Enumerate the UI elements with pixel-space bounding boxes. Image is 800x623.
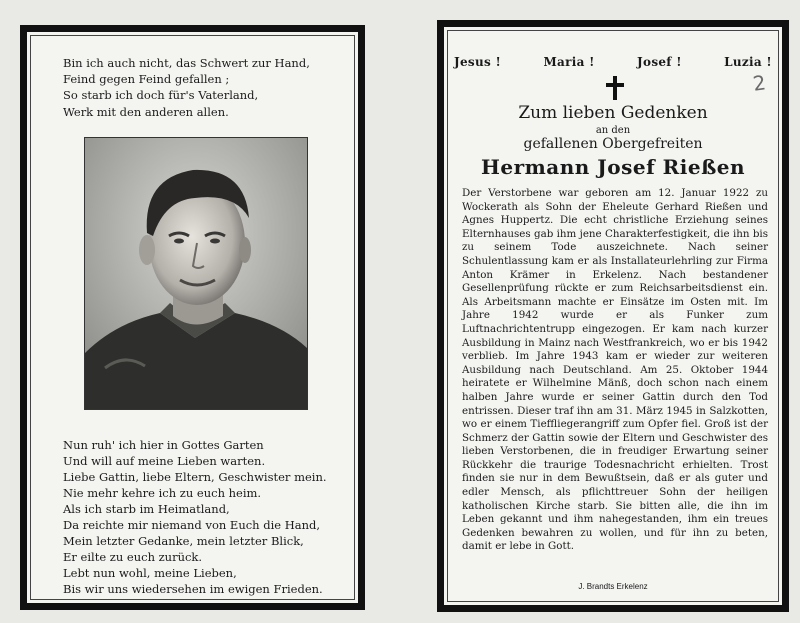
handwritten-mark: 2 bbox=[751, 70, 768, 96]
memorial-card-right bbox=[437, 20, 789, 612]
verse-line: Nun ruh' ich hier in Gottes Garten bbox=[63, 438, 264, 452]
heading-in-memory: Zum lieben Gedenken bbox=[518, 103, 708, 123]
verse-line: Und will auf meine Lieben warten. bbox=[63, 454, 266, 468]
verse-line: Bis wir uns wiedersehen im ewigen Frieden. bbox=[63, 582, 323, 596]
holy-name: Maria ! bbox=[543, 55, 595, 69]
verse-line: Da reichte mir niemand von Euch die Hand, bbox=[63, 518, 321, 532]
biography-text: Der Verstorbene war geboren am 12. Januar 1922 zu Wockerath als Sohn der Eheleute Gerhard Rießen und Agnes Huppertz. Die echt christliche Erziehung seines Elternhauses gab ihm jene Charakterfestigkeit, die ihn bis zu seinem Tode auszeichnete. Nach seiner Schulentlassung kam er als Installateurlehrling zur Firma Anton Krämer in Erkelenz. Nach bestandener Gesellenprüfung rückte er zum Reichsarbeitsdienst ein. Als Arbeitsmann machte er Einsätze im Osten mit. Im Jahre 1942 wurde er als Funker zum Luftnachrichtentrupp eingezogen. Er kam nach kurzer Ausbildung in Mainz nach Westfrankreich, wo er bis 1942 verblieb. Im Jahre 1943 kam er wieder zur weiteren Ausbildung nach Deutschland. Am 25. Oktober 1944 heiratete er Wilhelmine Mänß, doch schon nach einem halben Jahre wurde er seiner Gattin durch den Tod entrissen. Dieser traf ihn am 31. März 1945 in Salzkotten, wo er einem Tieffliegerangriff zum Opfer fiel. Groß ist der Schmerz der Gattin sowie der Eltern und Geschwister des lieben Verstorbenen, die in freudiger Erwartung seiner Rückkehr die traurige Todesnachricht erhielten. Trost finden sie nur in dem Bewußtsein, daß er als guter und edler Mensch, als pflichttreuer Sohn der heiligen katholischen Kirche starb. Sie bitten alle, die ihn im Leben gekannt und ihm nahegestanden, ihm ein treues Gedenken bewahren zu wollen, und für ihn zu beten, damit er lebe in Gott. bbox=[462, 187, 768, 553]
holy-names-row bbox=[454, 55, 772, 69]
verse-line: Er eilte zu euch zurück. bbox=[63, 550, 203, 564]
verse-line: So starb ich doch für's Vaterland, bbox=[63, 88, 259, 103]
heading-an-den: an den bbox=[595, 125, 631, 136]
verse-line: Nie mehr kehre ich zu euch heim. bbox=[63, 486, 262, 500]
cross-icon bbox=[604, 76, 626, 100]
verse-line: Bin ich auch nicht, das Schwert zur Hand, bbox=[63, 56, 310, 70]
holy-name: Josef ! bbox=[637, 55, 682, 69]
printer-credit: J. Brandts Erkelenz bbox=[578, 582, 648, 591]
deceased-name: Hermann Josef Rießen bbox=[480, 155, 746, 179]
verse-top bbox=[63, 55, 343, 120]
heading-rank: gefallenen Obergefreiten bbox=[523, 136, 703, 152]
verse-line: Feind gegen Feind gefallen ; bbox=[63, 72, 230, 87]
verse-bottom bbox=[63, 437, 343, 597]
verse-line: Liebe Gattin, liebe Eltern, Geschwister mein. bbox=[63, 470, 327, 484]
verse-line: Mein letzter Gedanke, mein letzter Blick, bbox=[63, 534, 304, 548]
portrait-photo bbox=[84, 137, 308, 410]
verse-line: Lebt nun wohl, meine Lieben, bbox=[63, 566, 237, 580]
memorial-card-left bbox=[20, 25, 365, 610]
holy-name: Jesus ! bbox=[454, 55, 502, 69]
verse-line: Als ich starb im Heimatland, bbox=[63, 502, 230, 516]
holy-name: Luzia ! bbox=[724, 55, 772, 69]
verse-line: Werk mit den anderen allen. bbox=[63, 104, 229, 119]
portrait-image bbox=[85, 138, 307, 409]
